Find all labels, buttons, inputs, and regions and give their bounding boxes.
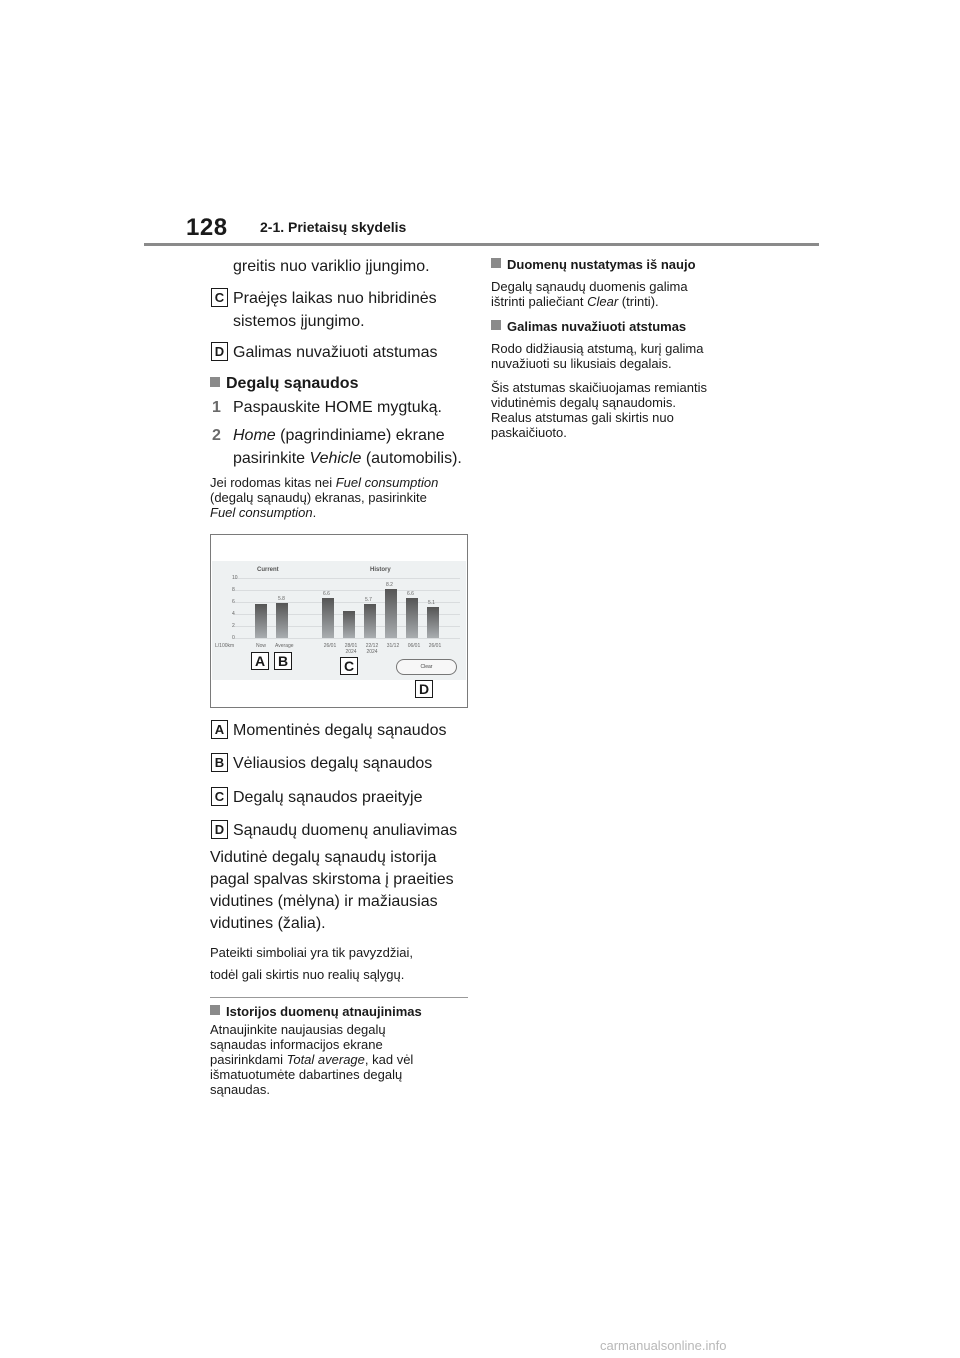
- step-2-line2: [233, 447, 462, 470]
- bar-value-label: 6.6: [407, 591, 414, 597]
- label-c-box: C: [211, 288, 228, 307]
- bar-value-label: 5.1: [428, 600, 435, 606]
- history-line-3: vidutines (mėlyna) ir mažiausias: [210, 893, 438, 910]
- bar-value-label: 5.7: [365, 597, 372, 603]
- step-1-text: Paspauskite HOME mygtuką.: [233, 399, 442, 416]
- legend-label-box: D: [211, 820, 228, 839]
- bar-history: [343, 611, 355, 638]
- history-line-4: vidutines (žalia).: [210, 915, 326, 932]
- cat-now: Now: [256, 643, 267, 649]
- step-2-pre: pasirinkite: [233, 450, 310, 467]
- watermark: carmanualsonline.info: [600, 1338, 727, 1353]
- item-c-line2: sistemos įjungimo.: [233, 313, 365, 330]
- history-update-line-2: sąnaudas informacijos ekrane: [210, 1037, 383, 1052]
- bullet-square-icon: [491, 320, 501, 330]
- y-tick-label: 8: [232, 587, 235, 593]
- history-update-section: [210, 1004, 470, 1097]
- legend-label-box: C: [211, 787, 228, 806]
- bullet-square-icon: [210, 1005, 220, 1015]
- right-column: [491, 257, 751, 440]
- reset-line2-post: (trinti).: [618, 294, 659, 309]
- range-line-3: Šis atstumas skaičiuojamas remiantis: [491, 380, 708, 395]
- legend-label-box: B: [211, 753, 228, 772]
- x-date-label: 28/01 2024: [344, 643, 358, 655]
- label-d-box: D: [211, 342, 228, 361]
- bar-value-label: 6.6: [323, 591, 330, 597]
- clear-button[interactable]: Clear: [396, 659, 457, 675]
- y-tick-label: 10: [232, 575, 238, 581]
- x-date-label: 26/01: [323, 643, 337, 649]
- y-tick-label: 2: [232, 623, 235, 629]
- x-date-label: 26/01: [428, 643, 442, 649]
- figure-label-d: D: [415, 680, 433, 698]
- history-update-line-1: Atnaujinkite naujausias degalų: [210, 1022, 386, 1037]
- history-update-heading: Istorijos duomenų atnaujinimas: [226, 1004, 422, 1019]
- bar-history: [406, 598, 418, 638]
- head-current: Current: [257, 567, 279, 573]
- bullet-square-icon: [491, 258, 501, 268]
- bar-value-label: 5.8: [278, 596, 285, 602]
- grid-line: [234, 590, 460, 591]
- step-2-rest1: (pagrindiniame) ekrane: [275, 427, 445, 444]
- heading-fuel-consumption: [210, 372, 358, 395]
- page-number: 128: [186, 214, 228, 241]
- total-average-term: Total average: [286, 1052, 365, 1067]
- bar-average: [276, 603, 288, 638]
- figure-label-b: B: [274, 652, 292, 670]
- bar-value-label: 8.2: [386, 582, 393, 588]
- range-line-5: Realus atstumas gali skirtis nuo: [491, 410, 674, 425]
- bar-history: [322, 598, 334, 638]
- figure-label-a: A: [251, 652, 269, 670]
- heading-text: Degalų sąnaudos: [226, 375, 359, 392]
- history-color-paragraph: [210, 847, 454, 935]
- reset-line-1: Degalų sąnaudų duomenis galima: [491, 279, 688, 294]
- note-fuel-consumption: [210, 475, 470, 520]
- y-tick-label: 6: [232, 599, 235, 605]
- history-update-line-5: sąnaudas.: [210, 1082, 270, 1097]
- head-history: History: [370, 567, 391, 573]
- note-pre: Jei rodomas kitas nei: [210, 475, 336, 490]
- legend-item-text: Vėliausios degalų sąnaudos: [233, 755, 433, 772]
- y-tick-label: 0: [232, 635, 235, 641]
- item-d-text: Galimas nuvažiuoti atstumas: [233, 344, 438, 361]
- step-2-rest2: (automobilis).: [361, 450, 462, 467]
- legend-label-box: A: [211, 720, 228, 739]
- x-date-label: 31/12: [386, 643, 400, 649]
- history-update-line3-pre: pasirinkdami: [210, 1052, 287, 1067]
- bullet-square-icon: [210, 377, 220, 387]
- cat-avg: Average: [275, 643, 294, 649]
- section-title: 2-1. Prietaisų skydelis: [260, 219, 407, 235]
- header-rule: [144, 243, 819, 246]
- x-date-label: 22/12 2024: [365, 643, 379, 655]
- reset-line2-pre: ištrinti paliečiant: [491, 294, 588, 309]
- note-mid: (degalų sąnaudų) ekranas, pasirinkite: [210, 490, 427, 505]
- figure-label-c: C: [340, 657, 358, 675]
- step-2-number: 2: [212, 427, 221, 444]
- legend-item-text: Sąnaudų duomenų anuliavimas: [233, 822, 458, 839]
- note-end: .: [312, 505, 317, 520]
- note-fc2: Fuel consumption: [210, 505, 313, 520]
- item-c-line1: Praėjęs laikas nuo hibridinės: [233, 290, 437, 307]
- vehicle-term: Vehicle: [309, 450, 362, 467]
- history-update-line-4: išmatuotumėte dabartines degalų: [210, 1067, 403, 1082]
- step-1-number: 1: [212, 399, 221, 416]
- history-update-line3-post: , kad vėl: [364, 1052, 414, 1067]
- symbols-note-line-2: todėl gali skirtis nuo realių sąlygų.: [210, 967, 405, 982]
- symbols-note: [210, 942, 413, 986]
- legend-item-text: Momentinės degalų sąnaudos: [233, 722, 447, 739]
- fuel-consumption-screen-figure: [210, 534, 468, 708]
- y-tick-label: 4: [232, 611, 235, 617]
- bar-history: [364, 604, 376, 638]
- symbols-note-line-1: Pateikti simboliai yra tik pavyzdžiai,: [210, 945, 414, 960]
- range-line-6: paskaičiuoto.: [491, 425, 567, 440]
- home-term: Home: [233, 427, 276, 444]
- clear-term: Clear: [587, 294, 619, 309]
- range-heading: Galimas nuvažiuoti atstumas: [507, 319, 687, 334]
- range-line-2: nuvažiuoti su likusiais degalais.: [491, 356, 672, 371]
- divider-rule: [210, 997, 468, 998]
- grid-line: [234, 602, 460, 603]
- note-fc: Fuel consumption: [335, 475, 439, 490]
- range-line-4: vidutinėmis degalų sąnaudomis.: [491, 395, 676, 410]
- step-2-line1: [233, 424, 445, 447]
- range-line-1: Rodo didžiausią atstumą, kurį galima: [491, 341, 704, 356]
- bar-history: [427, 607, 439, 638]
- reset-heading: Duomenų nustatymas iš naujo: [507, 257, 696, 272]
- unit-label: L/100km: [215, 643, 235, 649]
- grid-line: [234, 578, 460, 579]
- grid-line: [234, 638, 460, 639]
- speed-line: greitis nuo variklio įjungimo.: [233, 258, 430, 275]
- bar-now: [255, 604, 267, 638]
- legend-item-text: Degalų sąnaudos praeityje: [233, 789, 423, 806]
- x-date-label: 06/01: [407, 643, 421, 649]
- history-line-2: pagal spalvas skirstoma į praeities: [210, 871, 454, 888]
- bar-history: [385, 589, 397, 638]
- history-line-1: Vidutinė degalų sąnaudų istorija: [210, 849, 437, 866]
